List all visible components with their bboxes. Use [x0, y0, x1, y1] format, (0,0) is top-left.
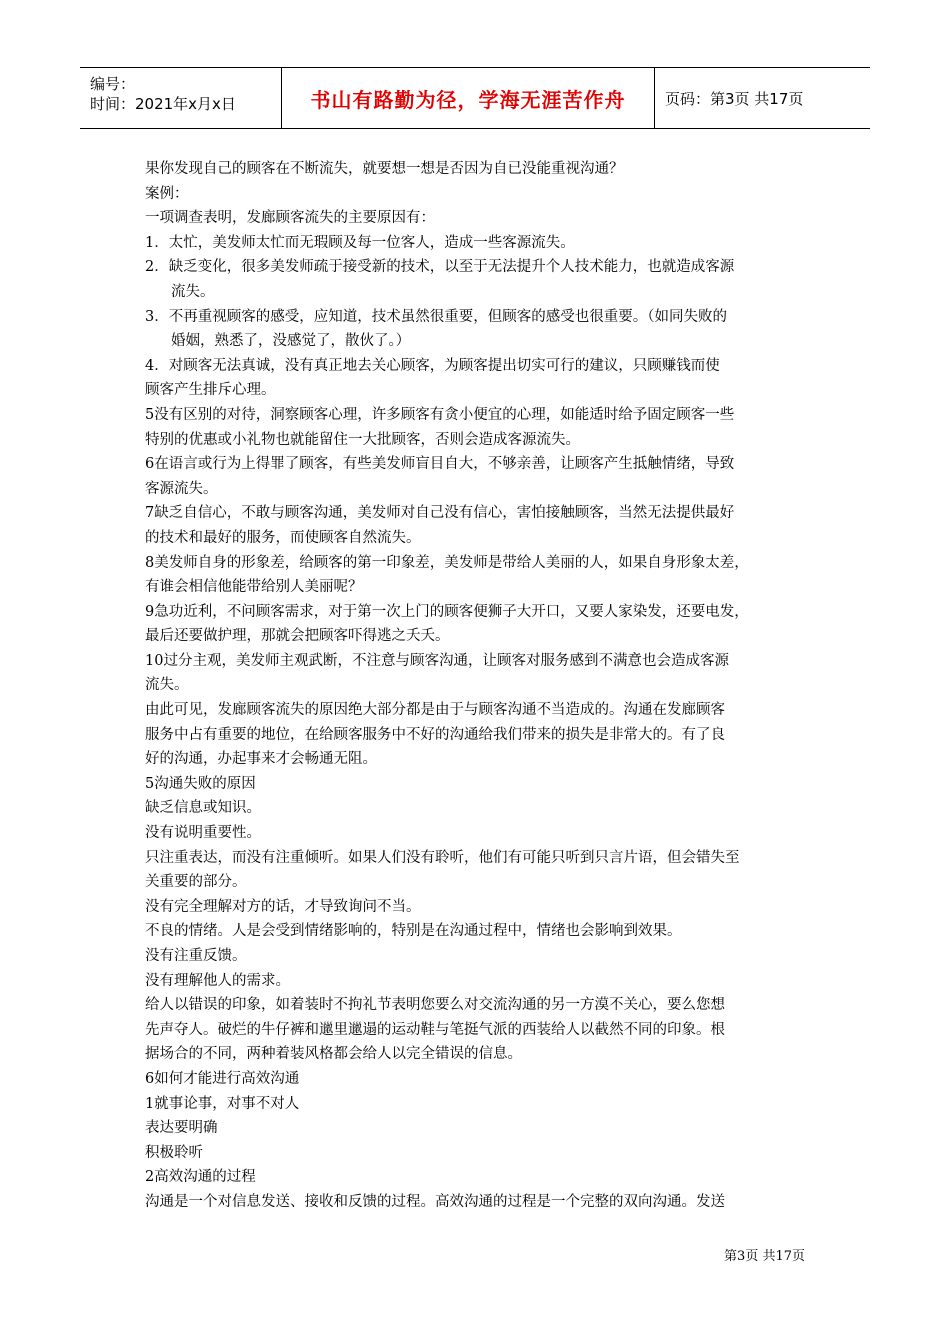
text-line: 4．对顾客无法真诚，没有真正地去关心顾客，为顾客提出切实可行的建议，只顾赚钱而使	[145, 357, 720, 374]
text-line: 特别的优惠或小礼物也就能留住一大批顾客，否则会造成客源流失。	[145, 431, 580, 448]
section-heading: 6如何才能进行高效沟通	[145, 1070, 300, 1087]
text-line: 10过分主观，美发师主观武断，不注意与顾客沟通，让顾客对服务感到不满意也会造成客源	[145, 652, 729, 669]
text-line: 由此可见，发廊顾客流失的原因绝大部分都是由于与顾客沟通不当造成的。沟通在发廊顾客	[145, 702, 725, 719]
text-line: 1．太忙，美发师太忙而无瑕顾及每一位客人，造成一些客源流失。	[145, 234, 575, 251]
header-meta	[80, 68, 282, 128]
text-line: 表达要明确	[145, 1120, 218, 1137]
text-line: 婚姻，熟悉了，没感觉了，散伙了。）	[171, 333, 411, 350]
text-line: 没有注重反馈。	[145, 948, 247, 964]
text-line: 8美发师自身的形象差，给顾客的第一印象差，美发师是带给人美丽的人，如果自身形象太差，	[145, 554, 749, 571]
header-motto-cell	[282, 68, 655, 128]
text-line: 一项调查表明，发廊顾客流失的主要原因有：	[145, 210, 435, 227]
document-date: 时间：2021年x月x日	[90, 95, 236, 113]
text-line: 3．不再重视顾客的感受，应知道，技术虽然很重要，但顾客的感受也很重要。（如同失败的	[145, 308, 727, 325]
text-line: 的技术和最好的服务，而使顾客自然流失。	[145, 529, 421, 546]
text-line: 9急功近利，不问顾客需求，对于第一次上门的顾客便狮子大开口，又要人家染发，还要电发，	[145, 603, 749, 620]
text-line: 6在语言或行为上得罪了顾客，有些美发师盲目自大，不够亲善，让顾客产生抵触情绪，导致	[145, 456, 735, 473]
text-line: 给人以错误的印象，如着装时不拘礼节表明您要么对交流沟通的另一方漠不关心，要么您想	[145, 997, 725, 1014]
section-heading: 5沟通失败的原因	[145, 775, 256, 792]
text-line: 没有完全理解对方的话，才导致询问不当。	[145, 898, 421, 915]
text-line: 2高效沟通的过程	[145, 1169, 256, 1186]
text-line: 积极聆听	[145, 1144, 203, 1161]
text-line: 案例：	[145, 185, 189, 202]
text-line: 客源流失。	[145, 480, 218, 497]
header-page-number: 页码：第3页 共17页	[665, 89, 804, 108]
text-line: 缺乏信息或知识。	[145, 800, 261, 817]
text-line: 没有说明重要性。	[145, 825, 261, 842]
text-line: 不良的情绪。人是会受到情绪影响的，特别是在沟通过程中，情绪也会影响到效果。	[145, 923, 682, 940]
text-line: 流失。	[171, 283, 215, 300]
text-line: 最后还要做护理，那就会把顾客吓得逃之夭夭。	[145, 628, 450, 645]
text-line: 5没有区别的对待，洞察顾客心理，许多顾客有贪小便宜的心理，如能适时给予固定顾客一些	[145, 406, 735, 423]
text-line: 2．缺乏变化，很多美发师疏于接受新的技术，以至于无法提升个人技术能力，也就造成客源	[145, 259, 735, 276]
text-line: 好的沟通，办起事来才会畅通无阻。	[145, 751, 377, 768]
text-line: 7缺乏自信心，不敢与顾客沟通，美发师对自己没有信心，害怕接触顾客，当然无法提供最好	[145, 505, 735, 522]
document-number: 编号：	[90, 75, 136, 93]
text-line: 只注重表达，而没有注重倾听。如果人们没有聆听，他们有可能只听到只言片语，但会错失至	[145, 849, 740, 866]
text-line: 有谁会相信他能带给别人美丽呢？	[145, 579, 363, 596]
text-line: 顾客产生排斥心理。	[145, 382, 276, 399]
text-line: 1就事论事，对事不对人	[145, 1095, 300, 1112]
header-page-cell	[655, 68, 870, 128]
text-line: 没有理解他人的需求。	[145, 972, 290, 989]
text-line: 先声夺人。破烂的牛仔裤和邋里邋遢的运动鞋与笔挺气派的西装给人以截然不同的印象。根	[145, 1021, 725, 1038]
text-line: 服务中占有重要的地位，在给顾客服务中不好的沟通给我们带来的损失是非常大的。有了良	[145, 726, 725, 743]
text-line: 沟通是一个对信息发送、接收和反馈的过程。高效沟通的过程是一个完整的双向沟通。发送	[145, 1193, 725, 1210]
page-header	[80, 67, 870, 129]
text-line: 关重要的部分。	[145, 874, 247, 891]
text-line: 果你发现自己的顾客在不断流失，就要想一想是否因为自已没能重视沟通？	[145, 161, 624, 177]
text-line: 据场合的不同，两种着装风格都会给人以完全错误的信息。	[145, 1046, 522, 1063]
text-line: 流失。	[145, 677, 189, 694]
document-body	[145, 157, 815, 1215]
page-footer: 第3页 共17页	[724, 1249, 805, 1264]
header-motto: 书山有路勤为径，学海无涯苦作舟	[310, 87, 626, 112]
